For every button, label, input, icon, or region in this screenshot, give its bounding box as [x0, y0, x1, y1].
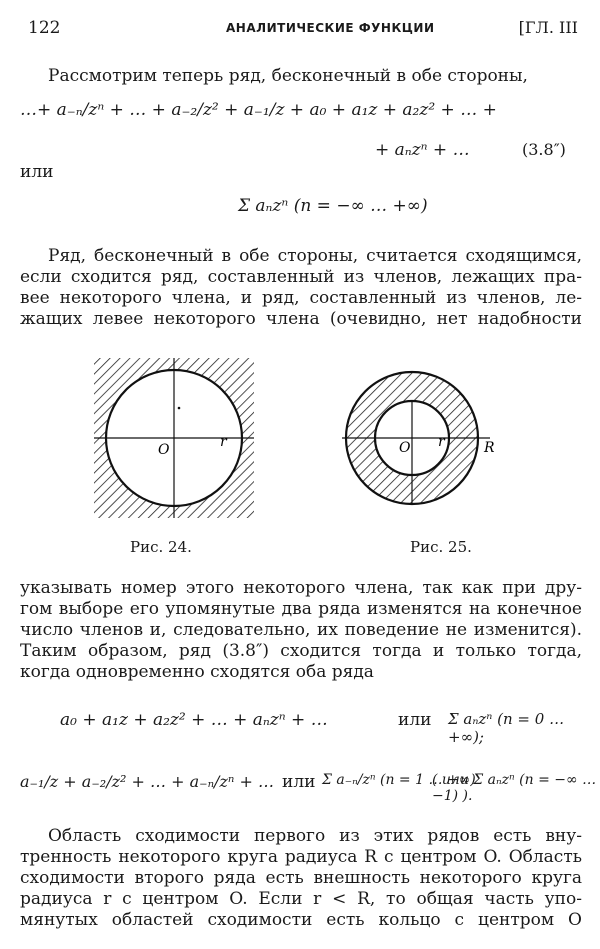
paragraph-2: [20, 578, 582, 683]
chapter-label: [ГЛ. III: [518, 18, 578, 37]
fig24-radius-label: r: [220, 434, 227, 450]
figure-25: [342, 372, 495, 504]
series-line-1: [20, 100, 580, 120]
series-line-1-text: …+ a₋ₙ/zⁿ + … + a₋₂/z² + a₋₁/z + a₀ + a₁z + a₂z² + … +: [20, 100, 497, 120]
paragraph-2-line: число членов и, следовательно, их поведение не изменится).: [20, 620, 582, 640]
compact-sum: Σ aₙzⁿ (n = −∞ … +∞): [238, 196, 428, 216]
figures-area: [80, 348, 550, 528]
paragraph-3: [20, 826, 582, 931]
fig25-inner-label: r: [438, 434, 445, 450]
series-a-sum: Σ aₙzⁿ (n = 0 … +∞);: [448, 710, 565, 746]
paragraph-2-line: гом выборе его упомянутые два ряда изменятся на конечное: [20, 599, 582, 619]
page-header: [28, 18, 578, 40]
fig25-outer-label: R: [484, 440, 495, 456]
figure-24: [94, 358, 254, 518]
paragraph-3-line: сходимости второго ряда есть внешность некоторого круга: [20, 868, 582, 888]
figure-24-caption: Рис. 24.: [130, 538, 192, 556]
figure-25-caption: Рис. 25.: [410, 538, 472, 556]
point: [178, 407, 181, 410]
paragraph-3-line: радиуса r с центром O. Если r < R, то общая часть упо-: [20, 889, 582, 909]
equation-label: (3.8″): [522, 140, 566, 159]
paragraph-2-line: указывать номер этого некоторого члена, так как при дру-: [20, 578, 582, 598]
or-word-3: или: [282, 772, 316, 792]
paragraph-1-line: жащих левее некоторого члена (очевидно, нет надобности: [20, 309, 582, 329]
running-title: АНАЛИТИЧЕСКИЕ ФУНКЦИИ: [226, 21, 435, 35]
page-number: 122: [28, 18, 61, 38]
fig24-center-label: O: [158, 442, 170, 458]
paragraph-3-line: Область сходимости первого из этих рядов есть вну-: [48, 826, 582, 846]
paragraph-2-line: когда одновременно сходятся оба ряда: [20, 662, 374, 682]
paragraph-1-line: вее некоторого члена, и ряд, составленный из членов, ле-: [20, 288, 582, 308]
paragraph-1-line: Ряд, бесконечный в обе стороны, считается сходящимся,: [48, 246, 582, 266]
series-b-alt: ( или Σ aₙzⁿ (n = −∞ … −1) ).: [432, 772, 597, 804]
paragraph-2-line: Таким образом, ряд (3.8″) сходится тогда и только тогда,: [20, 641, 582, 661]
paragraph-3-line: тренность некоторого круга радиуса R с центром O. Область: [20, 847, 582, 867]
or-word: или: [20, 162, 54, 182]
series-b-sum: Σ a₋ₙ/zⁿ (n = 1 … +∞): [322, 772, 476, 788]
paragraph-1: [20, 246, 582, 330]
fig25-center-label: O: [399, 440, 411, 456]
intro-line: Рассмотрим теперь ряд, бесконечный в обе стороны,: [48, 66, 528, 86]
series-a: a₀ + a₁z + a₂z² + … + aₙzⁿ + …: [60, 710, 328, 730]
or-word-2: или: [398, 710, 432, 730]
series-line-2: + aₙzⁿ + …: [375, 140, 470, 160]
paragraph-1-line: если сходится ряд, составленный из членов, лежащих пра-: [20, 267, 582, 287]
series-b: a₋₁/z + a₋₂/z² + … + a₋ₙ/zⁿ + …: [20, 772, 274, 791]
paragraph-3-line: мянутых областей сходимости есть кольцо с центром O: [20, 910, 582, 930]
